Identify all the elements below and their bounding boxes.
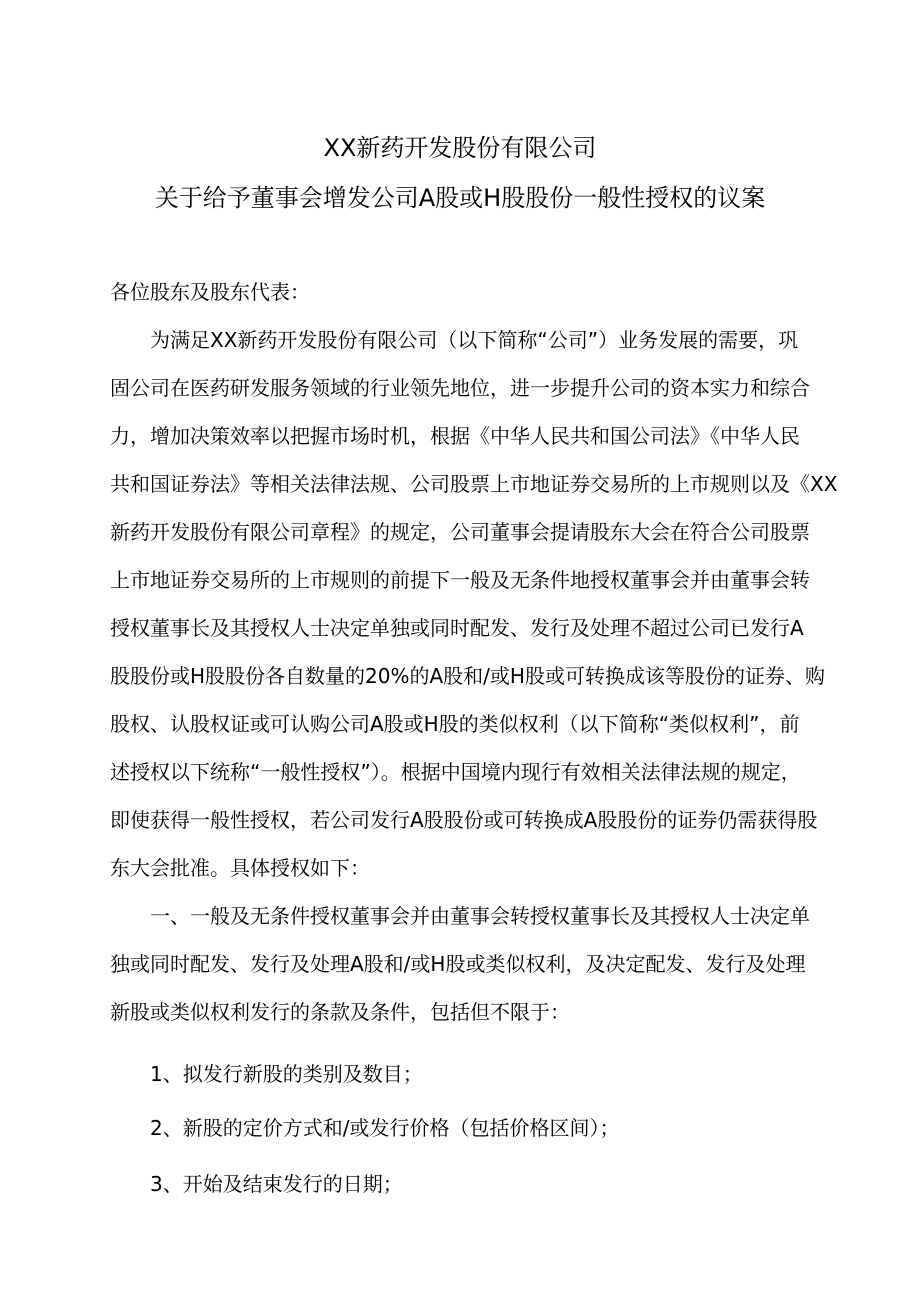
paragraph-line: 力，增加决策效率以把握市场时机，根据《中华人民共和国公司法》《中华人民 xyxy=(110,424,800,448)
paragraph-line: 一、一般及无条件授权董事会并由董事会转授权董事长及其授权人士决定单 xyxy=(150,904,810,928)
list-item: 1、拟发行新股的类别及数目； xyxy=(150,1062,423,1086)
paragraph-line: 即使获得一般性授权，若公司发行A股股份或可转换成A股股份的证券仍需获得股 xyxy=(110,808,818,832)
paragraph-line: 股权、认股权证或可认购公司A股或H股的类似权利（以下简称“类似权利”，前 xyxy=(110,712,800,736)
paragraph-line: 股股份或H股股份各自数量的20%的A股和/或H股或可转换成该等股份的证券、购 xyxy=(110,664,825,688)
paragraph-line: 新股或类似权利发行的条款及条件，包括但不限于： xyxy=(110,1000,570,1024)
paragraph-line: 独或同时配发、发行及处理A股和/或H股或类似权利，及决定配发、发行及处理 xyxy=(110,952,806,976)
paragraph-line: 述授权以下统称“一般性授权”）。根据中国境内现行有效相关法律法规的规定， xyxy=(110,760,801,784)
paragraph-line: 固公司在医药研发服务领域的行业领先地位，进一步提升公司的资本实力和综合 xyxy=(110,376,810,400)
document-title: XX新药开发股份有限公司 xyxy=(323,134,597,162)
paragraph-line: 上市地证券交易所的上市规则的前提下一般及无条件地授权董事会并由董事会转 xyxy=(110,568,810,592)
paragraph-line: 新药开发股份有限公司章程》的规定，公司董事会提请股东大会在符合公司股票 xyxy=(110,520,810,544)
paragraph-line: 共和国证券法》等相关法律法规、公司股票上市地证券交易所的上市规则以及《XX xyxy=(110,472,838,496)
document-subtitle: 关于给予董事会增发公司A股或H股股份一般性授权的议案 xyxy=(154,184,766,212)
paragraph-line: 授权董事长及其授权人士决定单独或同时配发、发行及处理不超过公司已发行A xyxy=(110,616,804,640)
paragraph-line: 为满足XX新药开发股份有限公司（以下简称“公司”）业务发展的需要，巩 xyxy=(150,328,799,352)
paragraph-line: 东大会批准。具体授权如下： xyxy=(110,856,370,880)
list-item: 3、开始及结束发行的日期； xyxy=(150,1172,403,1196)
list-item: 2、新股的定价方式和/或发行价格（包括价格区间）； xyxy=(150,1116,620,1140)
salutation: 各位股东及股东代表： xyxy=(110,280,310,304)
